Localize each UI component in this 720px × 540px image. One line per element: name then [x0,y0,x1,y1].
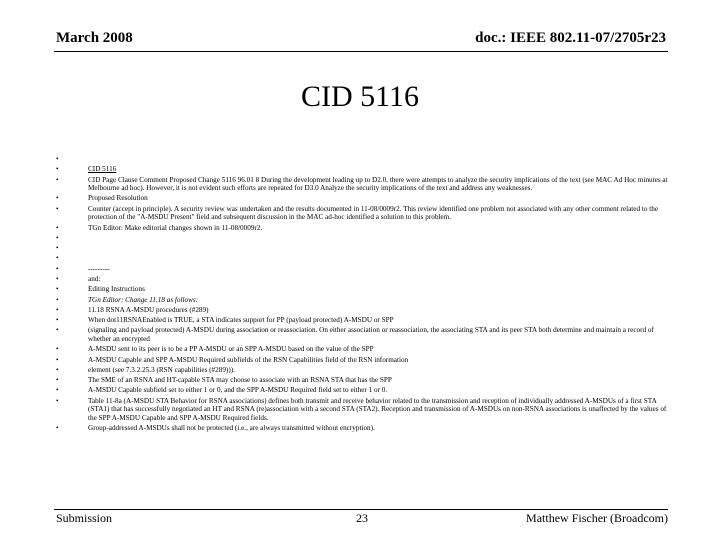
body-bullet-item: • The SME of an RSNA and HT-capable STA may choose to associate with an RSNA STA that has the SPP [56,376,672,385]
body-bullet-item [56,254,672,263]
body-bullet-item: • A-MSDU Capable and SPP A-MSDU Required subfields of the RSN Capabilities field of the RSN information [56,356,672,365]
header-doc-id: doc.: IEEE 802.11-07/2705r23 [475,30,666,46]
body-bullet-item: • element (see 7.3.2.25.3 (RSN capabilities (#289))). [56,366,672,375]
body-bullet-item [56,155,672,164]
body-bullet-item: • Table 11-8a (A-MSDU STA Behavior for RSNA associations) defines both transmit and receive behavior related to the transmission and reception of individually addressed A-MSDUs of a first STA (STA1) that has successfully negotiated an HT and RSNA (re)association with a second STA (STA2). Reception and transmission of A-MSDUs on non-RSNA associations is unaffected by the values of the SPP A-MSDU Capable and SPP A-MSDU Required fields. [56,397,672,423]
body-bullet-item: • TGn Editor: Change 11.18 as follows: [56,296,672,305]
body-bullet-item: • Editing Instructions [56,285,672,294]
body-bullet-item [56,244,672,253]
footer-divider [54,509,668,510]
footer-author: Matthew Fischer (Broadcom) [526,511,668,525]
body-bullet-item: • CID 5116 [56,165,672,174]
body-bullet-item: • TGn Editor: Make editorial changes shown in 11-08/0009r2. [56,224,672,233]
body-bullet-item: • A-MSDU Capable subfield set to either 1 or 0, and the SPP A-MSDU Required field set to either 1 or 0. [56,386,672,395]
body-bullet-item: • When dot11RSNAEnabled is TRUE, a STA indicates support for PP (payload protected) A-MSDU or SPP [56,316,672,325]
body-bullet-item: • (signaling and payload protected) A-MSDU during association or reassociation. On either association or reassociation, the associating STA and its peer STA both determine and maintain a record of whether an encrypted [56,326,672,343]
body-bullet-item: • and: [56,275,672,284]
footer-submission: Submission [56,511,113,525]
body-bullet-item: • Counter (accept in principle). A security review was undertaken and the results documented in 11-08/0009r2. This review identified one problem not associated with any other comment related to the protection of the "A-MSDU Present" field and subsequent discussion in the MAC ad-hoc identified a solution to this problem. [56,205,672,222]
body-bullet-item [56,234,672,243]
body-bullet-item: • Group-addressed A-MSDUs shall not be protected (i.e., are always transmitted without encryption). [56,424,672,433]
body-bullet-item: • 11.18 RSNA A-MSDU procedures (#289) [56,306,672,315]
header-date: March 2008 [56,30,133,46]
body-bullet-item: • CID Page Clause Comment Proposed Change 5116 96.01 8 During the development leading up to D2.0, there were attempts to analyze the security implications of the text (see MAC Ad Hoc minutes at Melbourne ad hoc). However, it is not evident such efforts are repeated for D3.0 Analyze the security implications of the text and address any weaknesses. [56,176,672,193]
body-bullet-list [56,155,672,434]
body-bullet-item: • A-MSDU sent to its peer is to be a PP A-MSDU or an SPP A-MSDU based on the value of the SPP [56,345,672,354]
slide-title: CID 5116 [300,80,420,113]
body-bullet-item: • Proposed Resolution [56,194,672,203]
body-bullet-item: • --------- [56,265,672,274]
footer-page-number: 23 [356,511,368,525]
header-divider [54,51,668,52]
